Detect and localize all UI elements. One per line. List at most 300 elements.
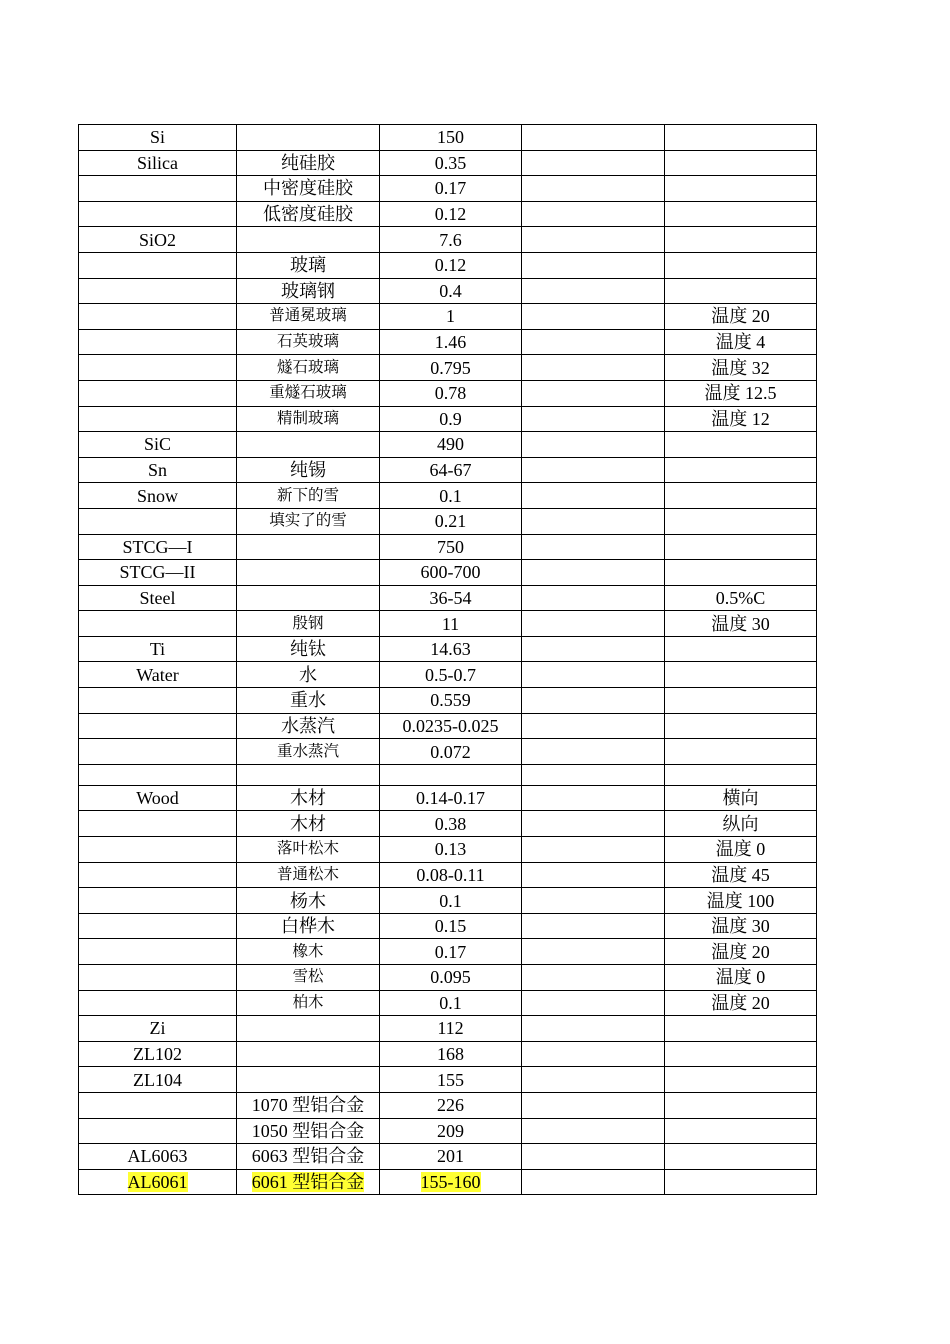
note-cell — [665, 611, 817, 637]
table-row — [79, 913, 817, 939]
table-row — [79, 1092, 817, 1118]
cell-text: 600-700 — [420, 562, 481, 583]
description-cell — [237, 1169, 380, 1195]
note-cell — [665, 1067, 817, 1093]
table-row — [79, 585, 817, 611]
value-cell — [380, 406, 522, 432]
material-cell — [79, 560, 237, 586]
description-cell — [237, 913, 380, 939]
material-cell — [79, 355, 237, 381]
value-cell — [380, 125, 522, 151]
table-row — [79, 534, 817, 560]
cell-text: 168 — [437, 1044, 464, 1065]
material-cell — [79, 125, 237, 151]
table-row — [79, 406, 817, 432]
extra-cell — [522, 611, 665, 637]
table-row — [79, 1169, 817, 1195]
cell-text: 1 — [446, 306, 455, 327]
value-cell — [380, 432, 522, 458]
note-cell — [665, 965, 817, 991]
cell-text: 温度 20 — [711, 941, 770, 962]
cell-text: 0.13 — [434, 839, 467, 860]
description-cell — [237, 611, 380, 637]
table-row — [79, 125, 817, 151]
extra-cell — [522, 176, 665, 202]
value-cell — [380, 252, 522, 278]
cell-text: 0.17 — [434, 178, 467, 199]
value-cell — [380, 150, 522, 176]
value-cell — [380, 862, 522, 888]
data-table — [78, 124, 817, 1195]
material-cell — [79, 713, 237, 739]
note-cell — [665, 125, 817, 151]
cell-text: 填实了的雪 — [269, 512, 347, 530]
table-row — [79, 611, 817, 637]
cell-text: 新下的雪 — [276, 486, 339, 504]
note-cell — [665, 380, 817, 406]
table-row — [79, 785, 817, 811]
cell-text: 柏木 — [292, 993, 324, 1011]
extra-cell — [522, 483, 665, 509]
table-body — [79, 125, 817, 1195]
note-cell — [665, 534, 817, 560]
extra-cell — [522, 1092, 665, 1118]
value-cell — [380, 1169, 522, 1195]
description-cell — [237, 764, 380, 785]
description-cell — [237, 329, 380, 355]
value-cell — [380, 1016, 522, 1042]
value-cell — [380, 939, 522, 965]
note-cell — [665, 304, 817, 330]
extra-cell — [522, 355, 665, 381]
material-cell — [79, 965, 237, 991]
cell-text: 温度 100 — [706, 890, 775, 911]
cell-text: 1.46 — [434, 332, 467, 353]
cell-text: 横向 — [722, 788, 759, 809]
cell-text: 6061 型铝合金 — [251, 1172, 365, 1193]
cell-text: 64-67 — [429, 460, 472, 481]
extra-cell — [522, 713, 665, 739]
note-cell — [665, 1169, 817, 1195]
extra-cell — [522, 662, 665, 688]
value-cell — [380, 304, 522, 330]
table-row — [79, 304, 817, 330]
cell-text: 0.5%C — [715, 587, 766, 608]
cell-text: 橡木 — [292, 942, 324, 960]
cell-text: 温度 0 — [715, 839, 766, 860]
cell-text: 水蒸汽 — [281, 715, 335, 736]
note-cell — [665, 713, 817, 739]
table-row — [79, 1118, 817, 1144]
extra-cell — [522, 811, 665, 837]
cell-text: 209 — [437, 1120, 464, 1141]
description-cell — [237, 811, 380, 837]
table-row — [79, 739, 817, 765]
extra-cell — [522, 380, 665, 406]
value-cell — [380, 560, 522, 586]
cell-text: Ti — [149, 639, 166, 660]
cell-text: 温度 0 — [715, 967, 766, 988]
cell-text: 纯钛 — [290, 639, 326, 660]
cell-text: 纵向 — [722, 813, 759, 834]
cell-text: 0.08-0.11 — [416, 864, 485, 885]
value-cell — [380, 483, 522, 509]
cell-text: 低密度硅胶 — [263, 204, 353, 225]
cell-text: Snow — [136, 485, 178, 506]
table-row — [79, 662, 817, 688]
material-cell — [79, 1118, 237, 1144]
cell-text: 0.4 — [439, 280, 462, 301]
cell-text: 温度 45 — [711, 864, 770, 885]
cell-text: 0.78 — [434, 383, 467, 404]
description-cell — [237, 534, 380, 560]
note-cell — [665, 252, 817, 278]
cell-text: Wood — [136, 788, 179, 809]
cell-text: 纯锡 — [290, 460, 326, 481]
cell-text: 玻璃钢 — [281, 280, 335, 301]
table-row — [79, 837, 817, 863]
note-cell — [665, 862, 817, 888]
note-cell — [665, 837, 817, 863]
extra-cell — [522, 1016, 665, 1042]
table-row — [79, 1016, 817, 1042]
cell-text: 重水 — [290, 690, 326, 711]
cell-text: 温度 20 — [711, 992, 770, 1013]
table-row — [79, 432, 817, 458]
material-cell — [79, 785, 237, 811]
note-cell — [665, 560, 817, 586]
extra-cell — [522, 329, 665, 355]
material-cell — [79, 457, 237, 483]
extra-cell — [522, 304, 665, 330]
material-cell — [79, 862, 237, 888]
cell-text: ZL104 — [133, 1069, 182, 1090]
cell-text: 玻璃 — [290, 255, 326, 276]
table-row — [79, 990, 817, 1016]
cell-text: AL6061 — [127, 1172, 188, 1193]
extra-cell — [522, 965, 665, 991]
cell-text: 0.1 — [439, 890, 462, 911]
material-cell — [79, 837, 237, 863]
table-row — [79, 713, 817, 739]
description-cell — [237, 1067, 380, 1093]
description-cell — [237, 585, 380, 611]
cell-text: Zi — [149, 1018, 166, 1039]
value-cell — [380, 764, 522, 785]
cell-text: 36-54 — [429, 587, 472, 608]
material-cell — [79, 990, 237, 1016]
value-cell — [380, 739, 522, 765]
note-cell — [665, 990, 817, 1016]
description-cell — [237, 1041, 380, 1067]
material-cell — [79, 688, 237, 714]
value-cell — [380, 662, 522, 688]
cell-text: 温度 12.5 — [704, 383, 777, 404]
material-cell — [79, 508, 237, 534]
description-cell — [237, 304, 380, 330]
description-cell — [237, 406, 380, 432]
extra-cell — [522, 508, 665, 534]
cell-text: 重燧石玻璃 — [269, 384, 347, 402]
table-row — [79, 764, 817, 785]
value-cell — [380, 811, 522, 837]
cell-text: 普通松木 — [276, 865, 339, 883]
extra-cell — [522, 1041, 665, 1067]
cell-text: 石英玻璃 — [276, 333, 339, 351]
material-cell — [79, 1041, 237, 1067]
note-cell — [665, 432, 817, 458]
table-row — [79, 150, 817, 176]
table-row — [79, 939, 817, 965]
cell-text: 0.12 — [434, 204, 467, 225]
cell-text: 155-160 — [420, 1172, 481, 1193]
cell-text: Silica — [137, 152, 178, 173]
material-cell — [79, 888, 237, 914]
cell-text: 201 — [437, 1146, 464, 1167]
note-cell — [665, 1118, 817, 1144]
material-cell — [79, 1144, 237, 1170]
value-cell — [380, 1067, 522, 1093]
table-row — [79, 862, 817, 888]
note-cell — [665, 888, 817, 914]
extra-cell — [522, 888, 665, 914]
cell-text: Steel — [139, 587, 176, 608]
cell-text: 0.14-0.17 — [416, 788, 485, 809]
description-cell — [237, 176, 380, 202]
note-cell — [665, 227, 817, 253]
material-cell — [79, 534, 237, 560]
table-row — [79, 201, 817, 227]
description-cell — [237, 201, 380, 227]
value-cell — [380, 785, 522, 811]
extra-cell — [522, 560, 665, 586]
description-cell — [237, 713, 380, 739]
description-cell — [237, 227, 380, 253]
material-cell — [79, 1169, 237, 1195]
material-cell — [79, 201, 237, 227]
cell-text: 0.072 — [430, 741, 471, 762]
cell-text: STCG—II — [119, 562, 196, 583]
cell-text: 殷钢 — [292, 614, 324, 632]
note-cell — [665, 585, 817, 611]
table-row — [79, 1144, 817, 1170]
cell-text: 杨木 — [290, 890, 326, 911]
cell-text: 木材 — [290, 813, 326, 834]
value-cell — [380, 688, 522, 714]
cell-text: 水 — [299, 664, 317, 685]
extra-cell — [522, 278, 665, 304]
description-cell — [237, 432, 380, 458]
table-row — [79, 560, 817, 586]
cell-text: 0.17 — [434, 941, 467, 962]
note-cell — [665, 355, 817, 381]
note-cell — [665, 811, 817, 837]
value-cell — [380, 201, 522, 227]
cell-text: 中密度硅胶 — [263, 178, 353, 199]
material-cell — [79, 1092, 237, 1118]
table-row — [79, 278, 817, 304]
value-cell — [380, 278, 522, 304]
material-cell — [79, 432, 237, 458]
table-row — [79, 483, 817, 509]
cell-text: 0.0235-0.025 — [402, 715, 499, 736]
cell-text: 雪松 — [292, 968, 324, 986]
note-cell — [665, 636, 817, 662]
value-cell — [380, 611, 522, 637]
cell-text: 白桦木 — [281, 916, 335, 937]
material-cell — [79, 176, 237, 202]
material-cell — [79, 1067, 237, 1093]
note-cell — [665, 1092, 817, 1118]
extra-cell — [522, 1118, 665, 1144]
cell-text: 750 — [437, 536, 464, 557]
material-cell — [79, 611, 237, 637]
material-cell — [79, 913, 237, 939]
cell-text: 0.1 — [439, 992, 462, 1013]
table-row — [79, 176, 817, 202]
value-cell — [380, 227, 522, 253]
note-cell — [665, 329, 817, 355]
extra-cell — [522, 534, 665, 560]
table-row — [79, 380, 817, 406]
description-cell — [237, 150, 380, 176]
cell-text: 精制玻璃 — [276, 409, 339, 427]
description-cell — [237, 939, 380, 965]
material-cell — [79, 227, 237, 253]
cell-text: 11 — [441, 613, 460, 634]
cell-text: 0.095 — [430, 967, 471, 988]
cell-text: 温度 20 — [711, 306, 770, 327]
extra-cell — [522, 125, 665, 151]
cell-text: 0.38 — [434, 813, 467, 834]
cell-text: 温度 12 — [711, 408, 770, 429]
material-cell — [79, 636, 237, 662]
material-cell — [79, 585, 237, 611]
description-cell — [237, 1144, 380, 1170]
table-row — [79, 355, 817, 381]
cell-text: 0.12 — [434, 255, 467, 276]
description-cell — [237, 739, 380, 765]
extra-cell — [522, 688, 665, 714]
extra-cell — [522, 990, 665, 1016]
description-cell — [237, 1092, 380, 1118]
note-cell — [665, 176, 817, 202]
material-cell — [79, 406, 237, 432]
extra-cell — [522, 636, 665, 662]
note-cell — [665, 1041, 817, 1067]
cell-text: 14.63 — [430, 639, 471, 660]
table-row — [79, 888, 817, 914]
value-cell — [380, 837, 522, 863]
value-cell — [380, 585, 522, 611]
note-cell — [665, 1144, 817, 1170]
note-cell — [665, 913, 817, 939]
extra-cell — [522, 939, 665, 965]
cell-text: 木材 — [290, 788, 326, 809]
note-cell — [665, 1016, 817, 1042]
description-cell — [237, 560, 380, 586]
value-cell — [380, 1041, 522, 1067]
table-row — [79, 227, 817, 253]
note-cell — [665, 278, 817, 304]
cell-text: 温度 4 — [715, 332, 766, 353]
table-row — [79, 508, 817, 534]
description-cell — [237, 862, 380, 888]
material-cell — [79, 304, 237, 330]
description-cell — [237, 355, 380, 381]
description-cell — [237, 457, 380, 483]
cell-text: 重水蒸汽 — [276, 742, 339, 760]
cell-text: 0.21 — [434, 511, 467, 532]
cell-text: 0.559 — [430, 690, 471, 711]
table-row — [79, 636, 817, 662]
extra-cell — [522, 739, 665, 765]
cell-text: 1050 型铝合金 — [251, 1120, 365, 1141]
material-cell — [79, 739, 237, 765]
description-cell — [237, 837, 380, 863]
value-cell — [380, 990, 522, 1016]
table-row — [79, 1067, 817, 1093]
cell-text: 150 — [437, 127, 464, 148]
note-cell — [665, 939, 817, 965]
value-cell — [380, 913, 522, 939]
cell-text: 490 — [437, 434, 464, 455]
cell-text: 155 — [437, 1069, 464, 1090]
description-cell — [237, 508, 380, 534]
cell-text: 0.795 — [430, 357, 471, 378]
material-cell — [79, 483, 237, 509]
extra-cell — [522, 252, 665, 278]
note-cell — [665, 739, 817, 765]
description-cell — [237, 965, 380, 991]
note-cell — [665, 785, 817, 811]
material-cell — [79, 329, 237, 355]
description-cell — [237, 785, 380, 811]
value-cell — [380, 713, 522, 739]
note-cell — [665, 483, 817, 509]
description-cell — [237, 636, 380, 662]
cell-text: SiC — [143, 434, 172, 455]
description-cell — [237, 662, 380, 688]
extra-cell — [522, 150, 665, 176]
cell-text: 普通冕玻璃 — [269, 307, 347, 325]
table-row — [79, 457, 817, 483]
material-cell — [79, 811, 237, 837]
note-cell — [665, 150, 817, 176]
description-cell — [237, 483, 380, 509]
cell-text: 6063 型铝合金 — [251, 1146, 365, 1167]
cell-text: 温度 30 — [711, 916, 770, 937]
note-cell — [665, 688, 817, 714]
extra-cell — [522, 862, 665, 888]
note-cell — [665, 201, 817, 227]
cell-text: 7.6 — [439, 229, 462, 250]
value-cell — [380, 457, 522, 483]
value-cell — [380, 888, 522, 914]
extra-cell — [522, 1144, 665, 1170]
material-cell — [79, 150, 237, 176]
value-cell — [380, 534, 522, 560]
note-cell — [665, 508, 817, 534]
extra-cell — [522, 201, 665, 227]
extra-cell — [522, 432, 665, 458]
cell-text: 落叶松木 — [276, 840, 339, 858]
description-cell — [237, 1118, 380, 1144]
material-cell — [79, 278, 237, 304]
table-row — [79, 965, 817, 991]
note-cell — [665, 457, 817, 483]
value-cell — [380, 380, 522, 406]
